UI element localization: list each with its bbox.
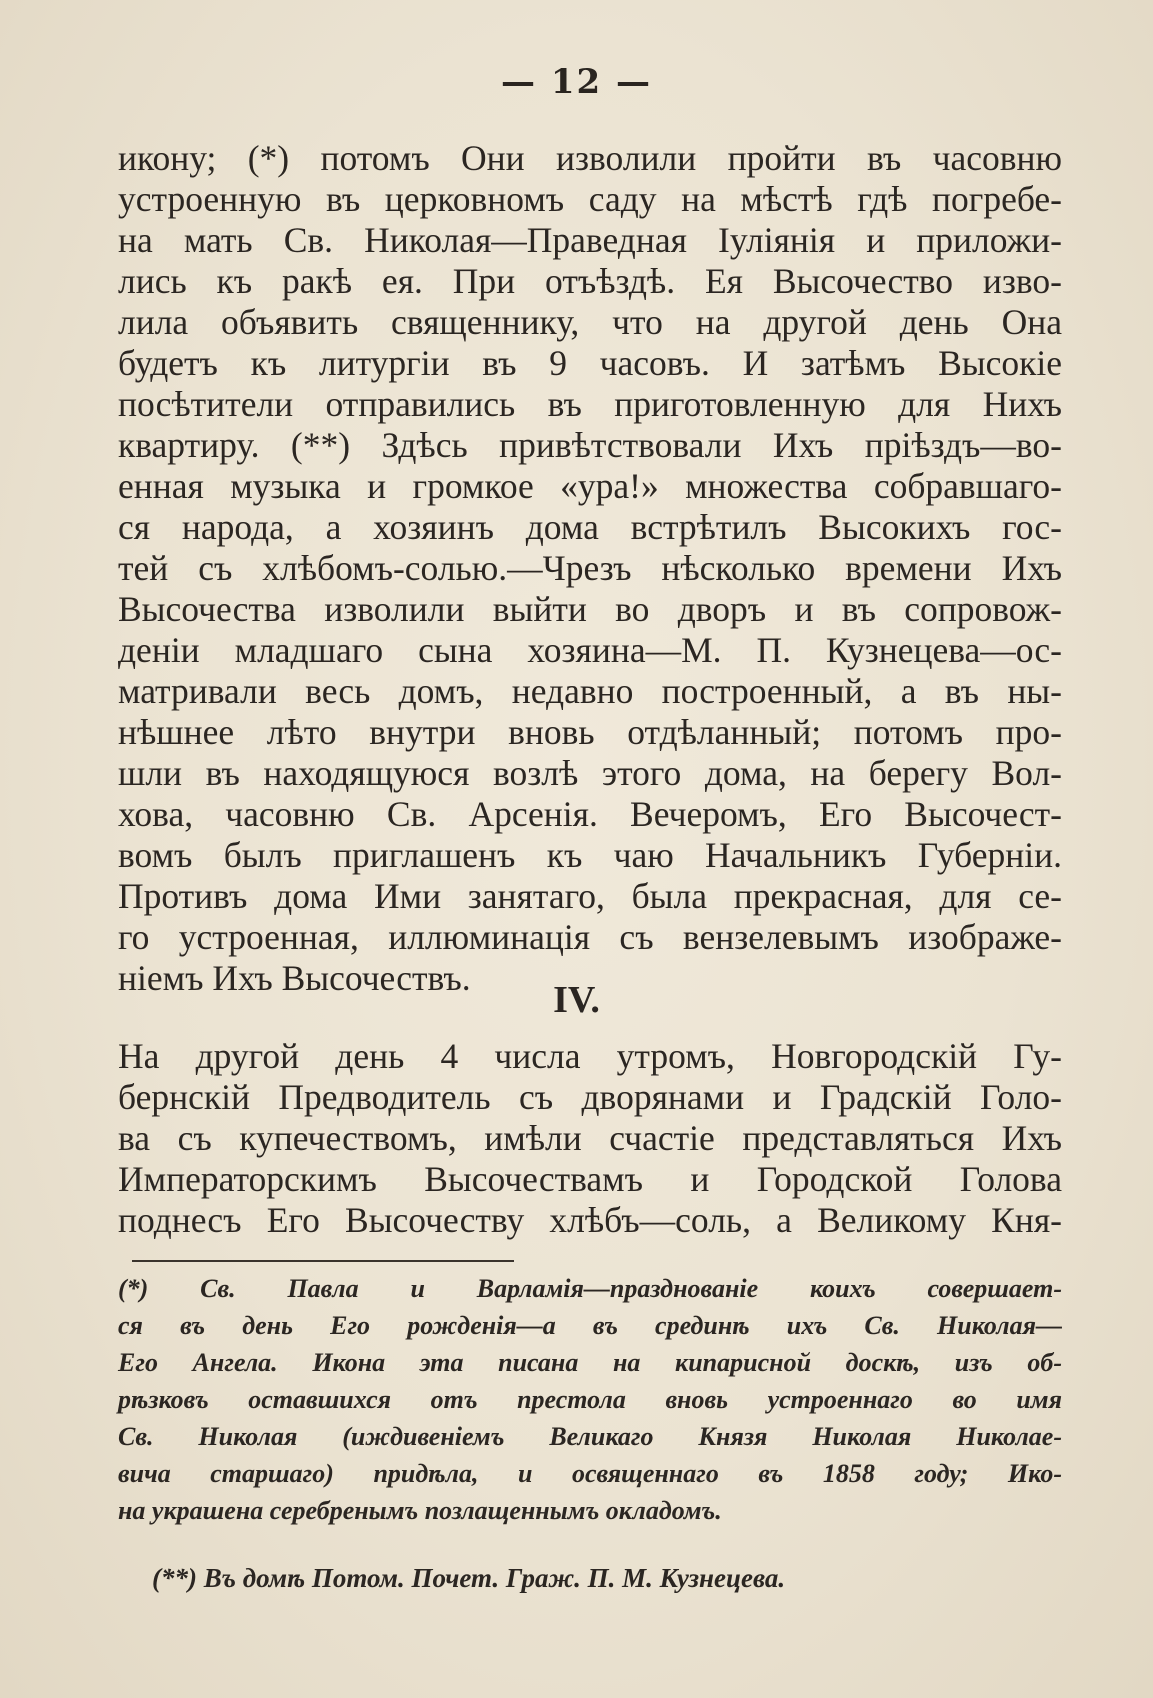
text-line: устроенную въ церковномъ саду на мѣстѣ гдѣ погребе-: [118, 179, 1062, 219]
text-line: на мать Св. Николая—Праведная Іуліянія и приложи-: [118, 220, 1062, 260]
footnote-1: [118, 1270, 1062, 1529]
text-line: нѣшнее лѣто внутри вновь отдѣланный; потомъ про-: [118, 712, 1062, 752]
footnote-line: рѣзковъ оставшихся отъ престола вновь устроеннаго во имя: [118, 1385, 1062, 1414]
text-line: матривали весь домъ, недавно построенный, а въ ны-: [118, 671, 1062, 711]
text-line: лись къ ракѣ ея. При отъѣздѣ. Ея Высочество изво-: [118, 261, 1062, 301]
footnote-rule: [132, 1260, 514, 1262]
footnote-line: вича старшаго) придѣла, и освященнаго въ 1858 году; Ико-: [118, 1459, 1062, 1488]
text-line: тей съ хлѣбомъ-солью.—Чрезъ нѣсколько времени Ихъ: [118, 548, 1062, 588]
footnote-line: Его Ангела. Икона эта писана на кипарисной доскѣ, изъ об-: [118, 1348, 1062, 1377]
text-line: посѣтители отправились въ приготовленную для Нихъ: [118, 384, 1062, 424]
text-line: бернскій Предводитель съ дворянами и Градскій Голо-: [118, 1077, 1062, 1117]
text-line: Противъ дома Ими занятаго, была прекрасная, для се-: [118, 876, 1062, 916]
text-line: икону; (*) потомъ Они изволили пройти въ часовню: [118, 138, 1062, 178]
text-line: ся народа, а хозяинъ дома встрѣтилъ Высокихъ гос-: [118, 507, 1062, 547]
text-line: го устроенная, иллюминація съ вензелевымъ изображе-: [118, 917, 1062, 957]
paragraph-1: [118, 138, 1062, 999]
text-line: Высочества изволили выйти во дворъ и въ сопровож-: [118, 589, 1062, 629]
text-line: На другой день 4 числа утромъ, Новгородскій Гу-: [118, 1036, 1062, 1076]
section-numeral: IV.: [553, 979, 600, 1021]
footnote-line: (*) Св. Павла и Варламія—празднованіе коихъ совершает-: [118, 1274, 1062, 1303]
text-line: лила объявить священнику, что на другой день Она: [118, 302, 1062, 342]
footnote-2: (**) Въ домѣ Потом. Почет. Граж. П. М. Кузнецева.: [152, 1563, 786, 1593]
text-line: хова, часовню Св. Арсенія. Вечеромъ, Его Высочест-: [118, 794, 1062, 834]
footnote-line: ся въ день Его рожденія—а въ срединѣ ихъ Св. Николая—: [118, 1311, 1062, 1340]
text-line: будетъ къ литургіи въ 9 часовъ. И затѣмъ Высокіе: [118, 343, 1062, 383]
page-number: — 12 —: [501, 62, 652, 102]
text-line: ніемъ Ихъ Высочествъ.: [118, 958, 471, 998]
footnote-line: Св. Николая (иждивеніемъ Великаго Князя Николая Николае-: [118, 1422, 1062, 1451]
text-line: квартиру. (**) Здѣсь привѣтствовали Ихъ пріѣздъ—во-: [118, 425, 1062, 465]
text-line: шли въ находящуюся возлѣ этого дома, на берегу Вол-: [118, 753, 1062, 793]
paragraph-2: [118, 1036, 1062, 1241]
text-line: деніи младшаго сына хозяина—М. П. Кузнецева—ос-: [118, 630, 1062, 670]
text-line: Императорскимъ Высочествамъ и Городской Голова: [118, 1159, 1062, 1199]
text-line: вомъ былъ приглашенъ къ чаю Начальникъ Губерніи.: [118, 835, 1062, 875]
text-line: ва съ купечествомъ, имѣли счастіе представляться Ихъ: [118, 1118, 1062, 1158]
footnote-line: на украшена серебренымъ позлащеннымъ окладомъ.: [118, 1496, 722, 1525]
text-line: енная музыка и громкое «ура!» множества собравшаго-: [118, 466, 1062, 506]
text-line: поднесъ Его Высочеству хлѣбъ—соль, а Великому Кня-: [118, 1200, 1062, 1240]
